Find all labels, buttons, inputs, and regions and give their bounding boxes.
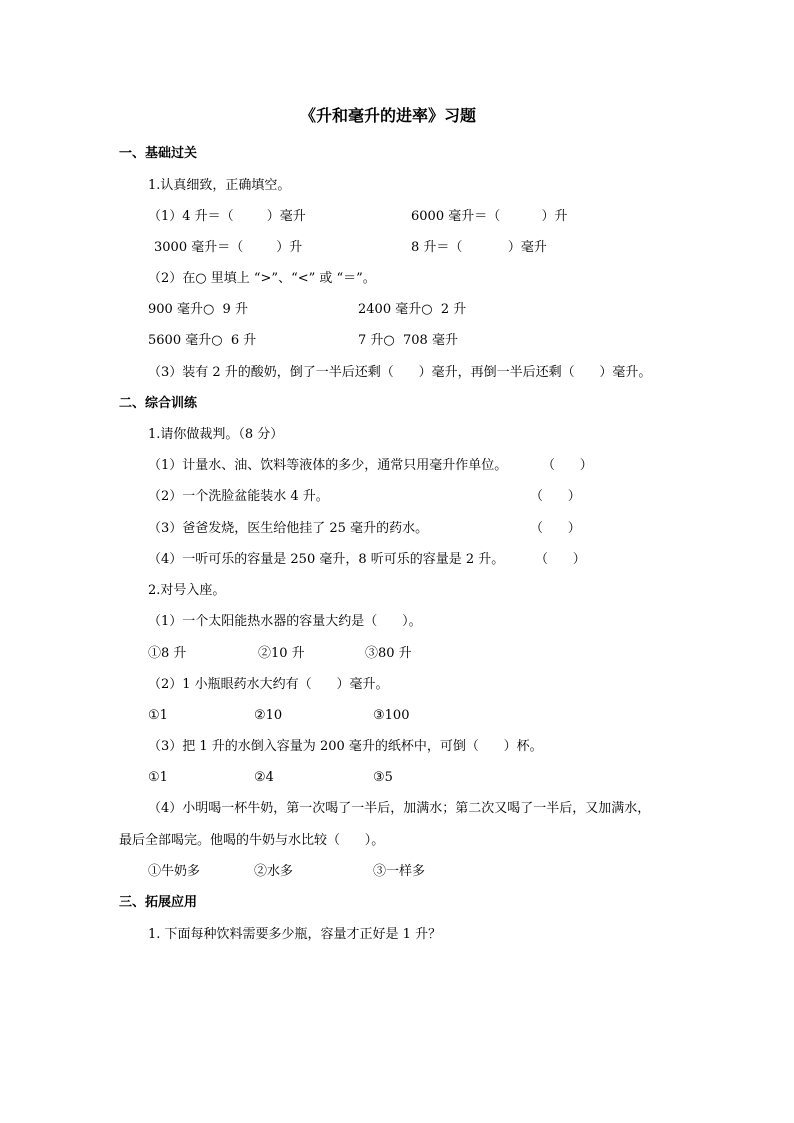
choice-question-1: （1）一个太阳能热水器的容量大约是（ ）。 — [148, 614, 422, 629]
choice-4-option-1: ①牛奶多 — [148, 864, 201, 879]
judge-paren-1: （ ） — [542, 458, 593, 473]
page-title: 《升和毫升的进率》习题 — [300, 106, 477, 125]
section-1-heading: 一、基础过关 — [119, 146, 198, 161]
question-1-3: （3）装有 2 升的酸奶，倒了一半后还剩（ ）毫升，再倒一半后还剩（ ）毫升。 — [148, 365, 652, 380]
choice-question-2: （2）1 小瓶眼药水大约有（ ）毫升。 — [148, 677, 389, 692]
judge-paren-4: （ ） — [535, 552, 586, 567]
choice-3-option-3: ③5 — [373, 770, 393, 785]
judge-title: 1.请你做裁判。（8 分） — [148, 427, 284, 442]
conversion-a: （1）4 升＝（ ）毫升 — [148, 209, 306, 224]
choice-question-3: （3）把 1 升的水倒入容量为 200 毫升的纸杯中，可倒（ ）杯。 — [148, 739, 543, 754]
compare-c: 5600 毫升○ 6 升 — [148, 333, 257, 348]
choice-2-option-3: ③100 — [373, 708, 410, 723]
compare-d: 7 升○ 708 毫升 — [358, 333, 458, 348]
question-1-1: 1.认真细致，正确填空。 — [148, 178, 291, 193]
judge-item-3: （3）爸爸发烧，医生给他挂了 25 毫升的药水。 — [148, 521, 429, 536]
compare-a: 900 毫升○ 9 升 — [148, 302, 248, 317]
question-3-1: 1. 下面每种饮料需要多少瓶，容量才正好是 1 升？ — [148, 927, 442, 942]
conversion-b: 6000 毫升＝（ ）升 — [411, 209, 568, 224]
choice-4-option-3: ③一样多 — [373, 864, 426, 879]
choice-2-option-2: ②10 — [254, 708, 283, 723]
section-2-heading: 二、综合训练 — [119, 396, 198, 411]
judge-paren-2: （ ） — [530, 489, 581, 504]
choice-title: 2.对号入座。 — [148, 583, 226, 598]
choice-1-option-3: ③80 升 — [365, 646, 412, 661]
choice-1-option-2: ②10 升 — [258, 646, 305, 661]
section-3-heading: 三、拓展应用 — [119, 895, 198, 910]
judge-item-2: （2）一个洗脸盆能装水 4 升。 — [148, 489, 329, 504]
choice-3-option-1: ①1 — [148, 770, 168, 785]
choice-question-4-line-1: （4）小明喝一杯牛奶，第一次喝了一半后，加满水；第二次又喝了一半后，又加满水， — [148, 801, 651, 816]
judge-item-1: （1）计量水、油、饮料等液体的多少，通常只用毫升作单位。 — [148, 458, 508, 473]
choice-1-option-1: ①8 升 — [148, 646, 187, 661]
choice-question-4-line-2: 最后全部喝完。他喝的牛奶与水比较（ ）。 — [119, 833, 385, 848]
choice-4-option-2: ②水多 — [254, 864, 294, 879]
choice-2-option-1: ①1 — [148, 708, 168, 723]
judge-item-4: （4）一听可乐的容量是 250 毫升，8 听可乐的容量是 2 升。 — [148, 552, 505, 567]
conversion-c: 3000 毫升＝（ ）升 — [154, 240, 303, 255]
compare-prompt: （2）在○ 里填上 “>”、“<” 或 “＝”。 — [148, 271, 376, 286]
compare-b: 2400 毫升○ 2 升 — [358, 302, 467, 317]
judge-paren-3: （ ） — [530, 521, 581, 536]
choice-3-option-2: ②4 — [254, 770, 274, 785]
conversion-d: 8 升＝（ ）毫升 — [411, 240, 547, 255]
